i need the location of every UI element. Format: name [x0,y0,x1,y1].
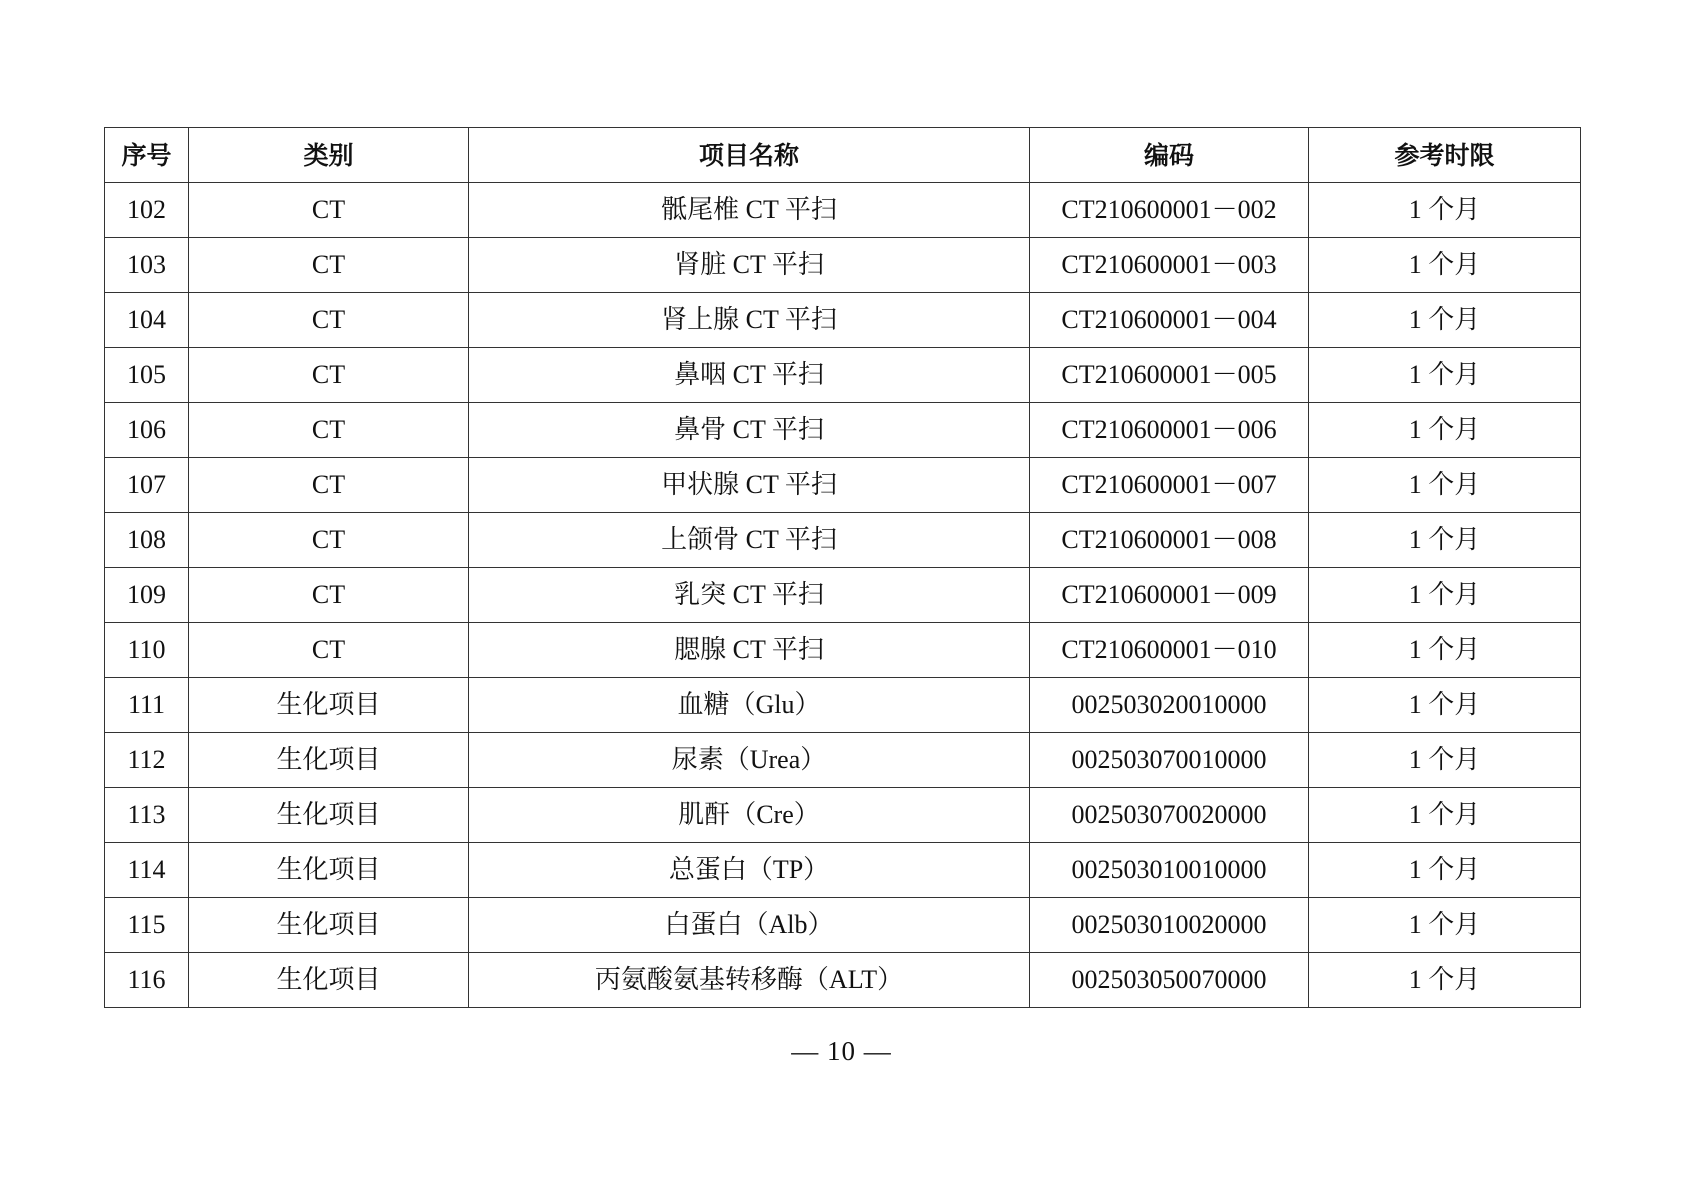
cell-time-limit: 1 个月 [1309,953,1581,1008]
cell-code: CT210600001－006 [1030,403,1309,458]
cell-no: 103 [105,238,189,293]
cell-code: 002503010010000 [1030,843,1309,898]
table-row [105,403,1581,458]
cell-category: 生化项目 [189,953,469,1008]
cell-name: 丙氨酸氨基转移酶（ALT） [469,953,1030,1008]
cell-no: 116 [105,953,189,1008]
cell-code: CT210600001－003 [1030,238,1309,293]
cell-category: CT [189,238,469,293]
cell-code: CT210600001－005 [1030,348,1309,403]
table-row [105,568,1581,623]
cell-name: 肾上腺 CT 平扫 [469,293,1030,348]
cell-no: 108 [105,513,189,568]
cell-name: 鼻咽 CT 平扫 [469,348,1030,403]
cell-time-limit: 1 个月 [1309,568,1581,623]
cell-name: 骶尾椎 CT 平扫 [469,183,1030,238]
header-row [105,128,1581,183]
cell-name: 乳突 CT 平扫 [469,568,1030,623]
cell-time-limit: 1 个月 [1309,843,1581,898]
cell-time-limit: 1 个月 [1309,513,1581,568]
cell-category: 生化项目 [189,898,469,953]
cell-code: CT210600001－008 [1030,513,1309,568]
cell-no: 112 [105,733,189,788]
table-row [105,843,1581,898]
cell-no: 104 [105,293,189,348]
cell-code: CT210600001－009 [1030,568,1309,623]
cell-code: 002503020010000 [1030,678,1309,733]
cell-category: CT [189,513,469,568]
cell-category: CT [189,623,469,678]
cell-code: CT210600001－007 [1030,458,1309,513]
table-row [105,678,1581,733]
cell-name: 白蛋白（Alb） [469,898,1030,953]
cell-code: 002503070010000 [1030,733,1309,788]
cell-category: 生化项目 [189,788,469,843]
cell-name: 肌酐（Cre） [469,788,1030,843]
cell-category: 生化项目 [189,843,469,898]
table-row [105,733,1581,788]
cell-name: 腮腺 CT 平扫 [469,623,1030,678]
table-row [105,953,1581,1008]
table-row [105,458,1581,513]
cell-code: CT210600001－002 [1030,183,1309,238]
cell-no: 105 [105,348,189,403]
cell-category: CT [189,293,469,348]
table-row [105,348,1581,403]
cell-no: 114 [105,843,189,898]
cell-no: 115 [105,898,189,953]
cell-time-limit: 1 个月 [1309,788,1581,843]
cell-time-limit: 1 个月 [1309,403,1581,458]
cell-code: 002503010020000 [1030,898,1309,953]
table-header [105,128,1581,183]
cell-code: CT210600001－004 [1030,293,1309,348]
cell-category: CT [189,348,469,403]
cell-category: CT [189,403,469,458]
items-table [104,127,1581,1008]
table-row [105,183,1581,238]
header-code: 编码 [1030,128,1309,183]
cell-code: CT210600001－010 [1030,623,1309,678]
cell-name: 肾脏 CT 平扫 [469,238,1030,293]
table-row [105,513,1581,568]
cell-name: 血糖（Glu） [469,678,1030,733]
header-name: 项目名称 [469,128,1030,183]
cell-no: 111 [105,678,189,733]
cell-time-limit: 1 个月 [1309,458,1581,513]
cell-no: 113 [105,788,189,843]
table-row [105,238,1581,293]
cell-category: 生化项目 [189,678,469,733]
table-row [105,623,1581,678]
header-category: 类别 [189,128,469,183]
header-time-limit: 参考时限 [1309,128,1581,183]
cell-name: 甲状腺 CT 平扫 [469,458,1030,513]
table-row [105,788,1581,843]
cell-code: 002503070020000 [1030,788,1309,843]
cell-time-limit: 1 个月 [1309,898,1581,953]
cell-no: 110 [105,623,189,678]
cell-code: 002503050070000 [1030,953,1309,1008]
cell-category: 生化项目 [189,733,469,788]
cell-name: 尿素（Urea） [469,733,1030,788]
cell-category: CT [189,568,469,623]
cell-time-limit: 1 个月 [1309,733,1581,788]
table-row [105,293,1581,348]
header-no: 序号 [105,128,189,183]
table-body [105,183,1581,1008]
cell-category: CT [189,183,469,238]
cell-no: 102 [105,183,189,238]
table-row [105,898,1581,953]
cell-no: 106 [105,403,189,458]
cell-time-limit: 1 个月 [1309,348,1581,403]
cell-name: 上颌骨 CT 平扫 [469,513,1030,568]
cell-time-limit: 1 个月 [1309,678,1581,733]
cell-category: CT [189,458,469,513]
cell-name: 总蛋白（TP） [469,843,1030,898]
cell-time-limit: 1 个月 [1309,623,1581,678]
cell-time-limit: 1 个月 [1309,183,1581,238]
cell-no: 109 [105,568,189,623]
page-number: — 10 — [791,1036,892,1066]
cell-name: 鼻骨 CT 平扫 [469,403,1030,458]
cell-no: 107 [105,458,189,513]
cell-time-limit: 1 个月 [1309,238,1581,293]
cell-time-limit: 1 个月 [1309,293,1581,348]
